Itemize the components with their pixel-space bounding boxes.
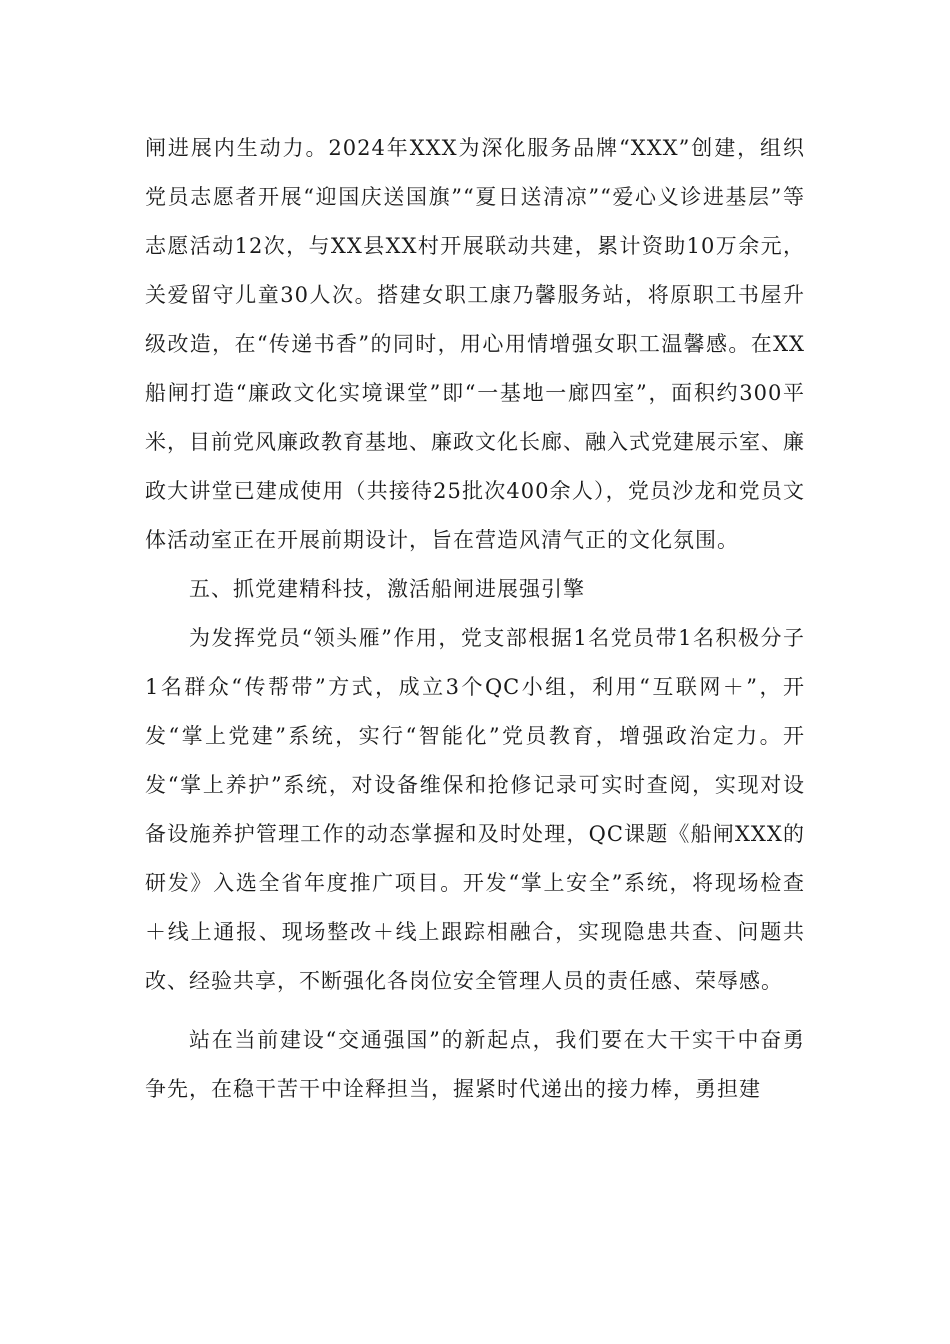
section-heading: 五、抓党建精科技，激活船闸进展强引擎 <box>189 577 585 601</box>
paragraph-conclusion: 站在当前建设“交通强国”的新起点，我们要在大干实干中奋勇争先，在稳干苦干中诠释担当，握紧时代递出的接力棒，勇担建 <box>145 1028 805 1101</box>
document-body <box>145 124 805 1114</box>
paragraph-continuation: 闸进展内生动力。2024年XXX为深化服务品牌“XXX”创建，组织党员志愿者开展“迎国庆送国旗”“夏日送清凉”“爱心义诊进基层”等志愿活动12次，与XX县XX村开展联动共建，累计资助10万余元，关爱留守儿童30人次。搭建女职工康乃馨服务站，将原职工书屋升级改造，在“传递书香”的同时，用心用情增强女职工温馨感。在XX船闸打造“廉政文化实境课堂”即“一基地一廊四室”，面积约300平米，目前党风廉政教育基地、廉政文化长廊、融入式党建展示室、廉政大讲堂已建成使用（共接待25批次400余人），党员沙龙和党员文体活动室正在开展前期设计，旨在营造风清气正的文化氛围。 <box>145 136 805 552</box>
paragraph-tech: 为发挥党员“领头雁”作用，党支部根据1名党员带1名积极分子1名群众“传帮带”方式，成立3个QC小组，利用“互联网＋”，开发“掌上党建”系统，实行“智能化”党员教育，增强政治定力。开发“掌上养护”系统，对设备维保和抢修记录可实时查阅，实现对设备设施养护管理工作的动态掌握和及时处理，QC课题《船闸XXX的研发》入选全省年度推广项目。开发“掌上安全”系统，将现场检查＋线上通报、现场整改＋线上跟踪相融合，实现隐患共查、问题共改、经验共享，不断强化各岗位安全管理人员的责任感、荣辱感。 <box>145 626 805 993</box>
